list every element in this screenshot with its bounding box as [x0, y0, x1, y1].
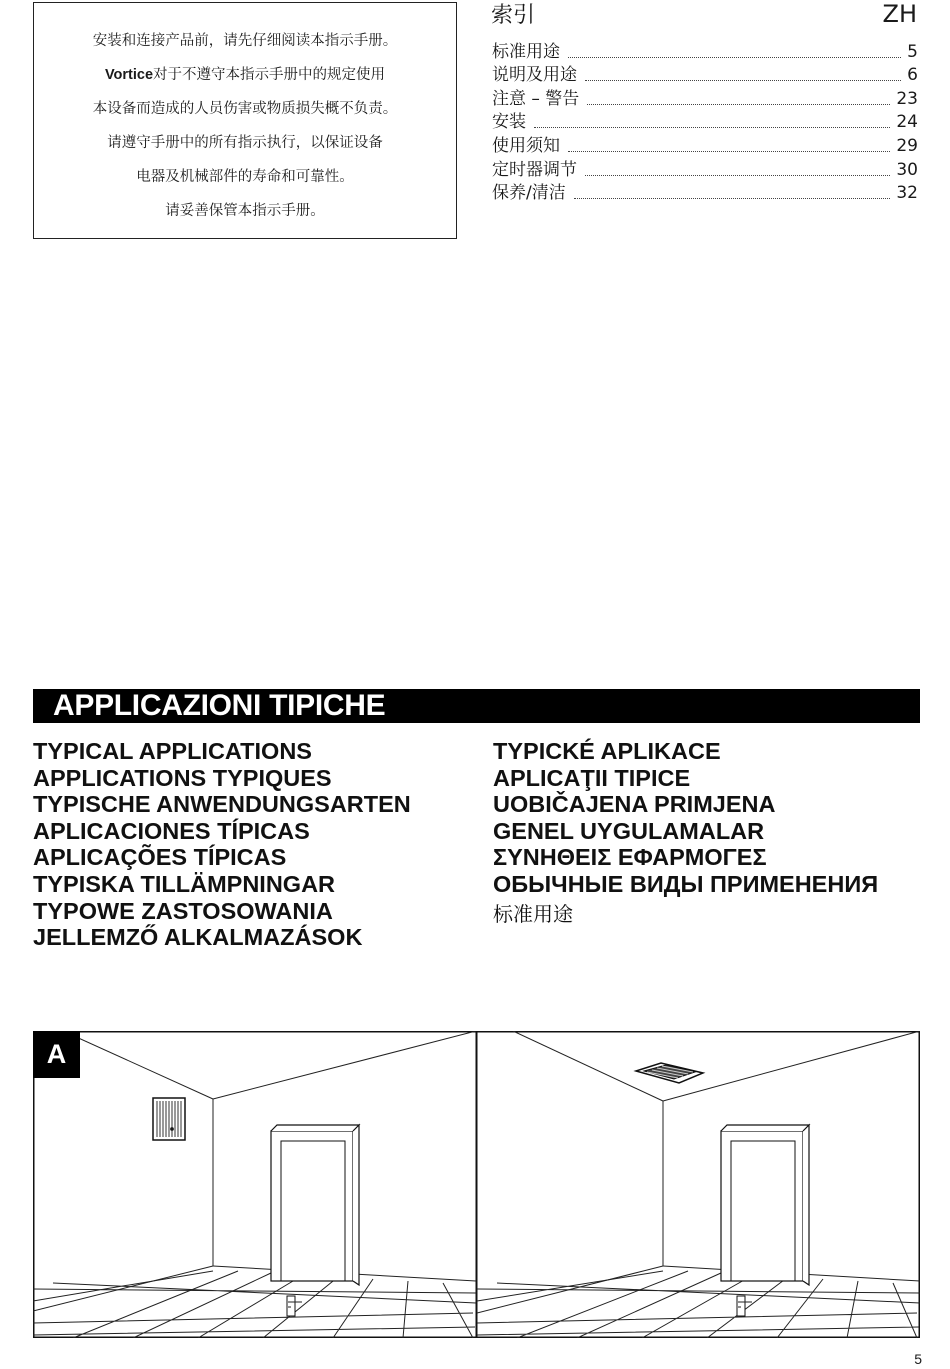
application-title: TYPICKÉ APLIKACE	[493, 738, 721, 764]
notice-line-3: 本设备而造成的人员伤害或物质损失概不负责。	[92, 101, 398, 117]
application-title-cjk: 标准用途	[493, 901, 573, 926]
applications-list-left	[33, 738, 411, 951]
application-title: APLICAŢII TIPICE	[493, 764, 691, 791]
toc-page: 30	[896, 159, 918, 180]
application-title: APLICAÇÕES TÍPICAS	[33, 844, 287, 871]
toc-leader	[574, 198, 891, 199]
toc-label: 使用须知	[492, 135, 560, 156]
toc-leader	[585, 80, 901, 81]
application-title: TYPISKA TILLÄMPNINGAR	[33, 870, 336, 897]
application-title: TYPISCHE ANWENDUNGSARTEN	[33, 791, 411, 818]
index-title: 索引	[491, 3, 536, 28]
notice-line-2-text: 对于不遵守本指示手册中的规定使用	[153, 67, 386, 83]
toc-leader	[585, 175, 890, 176]
notice-line-1: 安装和连接产品前，请先仔细阅读本指示手册。	[92, 33, 398, 49]
toc-entry[interactable]	[492, 85, 918, 109]
section-title: APPLICAZIONI TIPICHE	[53, 689, 386, 722]
toc-entry[interactable]	[492, 62, 918, 86]
application-title: TYPOWE ZASTOSOWANIA	[33, 897, 333, 924]
room-drawings	[33, 1031, 920, 1338]
toc-label: 保养/清洁	[492, 183, 566, 204]
application-title: UOBIČAJENA PRIMJENA	[493, 791, 776, 818]
toc-page: 5	[907, 41, 918, 62]
notice-line-2	[34, 66, 456, 84]
toc-entry[interactable]	[492, 132, 918, 156]
toc-entry[interactable]	[492, 180, 918, 204]
application-title: TYPICAL APPLICATIONS	[33, 738, 312, 764]
toc-page: 6	[907, 65, 918, 86]
toc-page: 23	[896, 88, 918, 109]
toc-label: 标准用途	[492, 41, 560, 62]
application-title: ОБЫЧНЫЕ ВИДЫ ПРИМЕНЕНИЯ	[493, 870, 879, 897]
toc-page: 32	[896, 183, 918, 204]
toc-entry[interactable]	[492, 156, 918, 180]
figure-label	[33, 1031, 80, 1078]
toc-leader	[534, 127, 890, 128]
application-title: APPLICATIONS TYPIQUES	[33, 764, 332, 791]
toc-entry[interactable]	[492, 109, 918, 133]
applications-list-right	[493, 738, 878, 928]
notice-line-4: 请遵守手册中的所有指示执行，以保证设备	[107, 135, 383, 151]
notice-line-6: 请妥善保管本指示手册。	[165, 203, 325, 219]
application-title: ΣΥΝΗΘΕΙΣ ΕΦΑΡΜΟΓΕΣ	[493, 844, 767, 871]
notice-line-5: 电器及机械部件的寿命和可靠性。	[136, 169, 354, 185]
installation-illustration	[33, 1031, 920, 1338]
page-number: 5	[914, 1351, 922, 1367]
application-title: JELLEMZŐ ALKALMAZÁSOK	[33, 924, 363, 951]
toc-label: 说明及用途	[492, 65, 577, 86]
toc-label: 安装	[492, 112, 526, 133]
application-title: APLICACIONES TÍPICAS	[33, 817, 310, 844]
toc-label: 注意 – 警告	[492, 88, 580, 109]
toc-page: 24	[896, 112, 918, 133]
toc-leader	[587, 104, 890, 105]
toc-leader	[568, 57, 901, 58]
brand-name: Vortice	[104, 67, 154, 83]
figure-label-text: A	[46, 1039, 67, 1069]
toc-entry[interactable]	[492, 38, 918, 62]
section-title-bar	[33, 689, 920, 723]
application-title: GENEL UYGULAMALAR	[493, 817, 765, 844]
language-code: ZH	[882, 0, 917, 28]
table-of-contents	[492, 38, 918, 203]
toc-page: 29	[896, 135, 918, 156]
toc-label: 定时器调节	[492, 159, 577, 180]
toc-leader	[568, 151, 890, 152]
notice-box	[33, 2, 457, 239]
